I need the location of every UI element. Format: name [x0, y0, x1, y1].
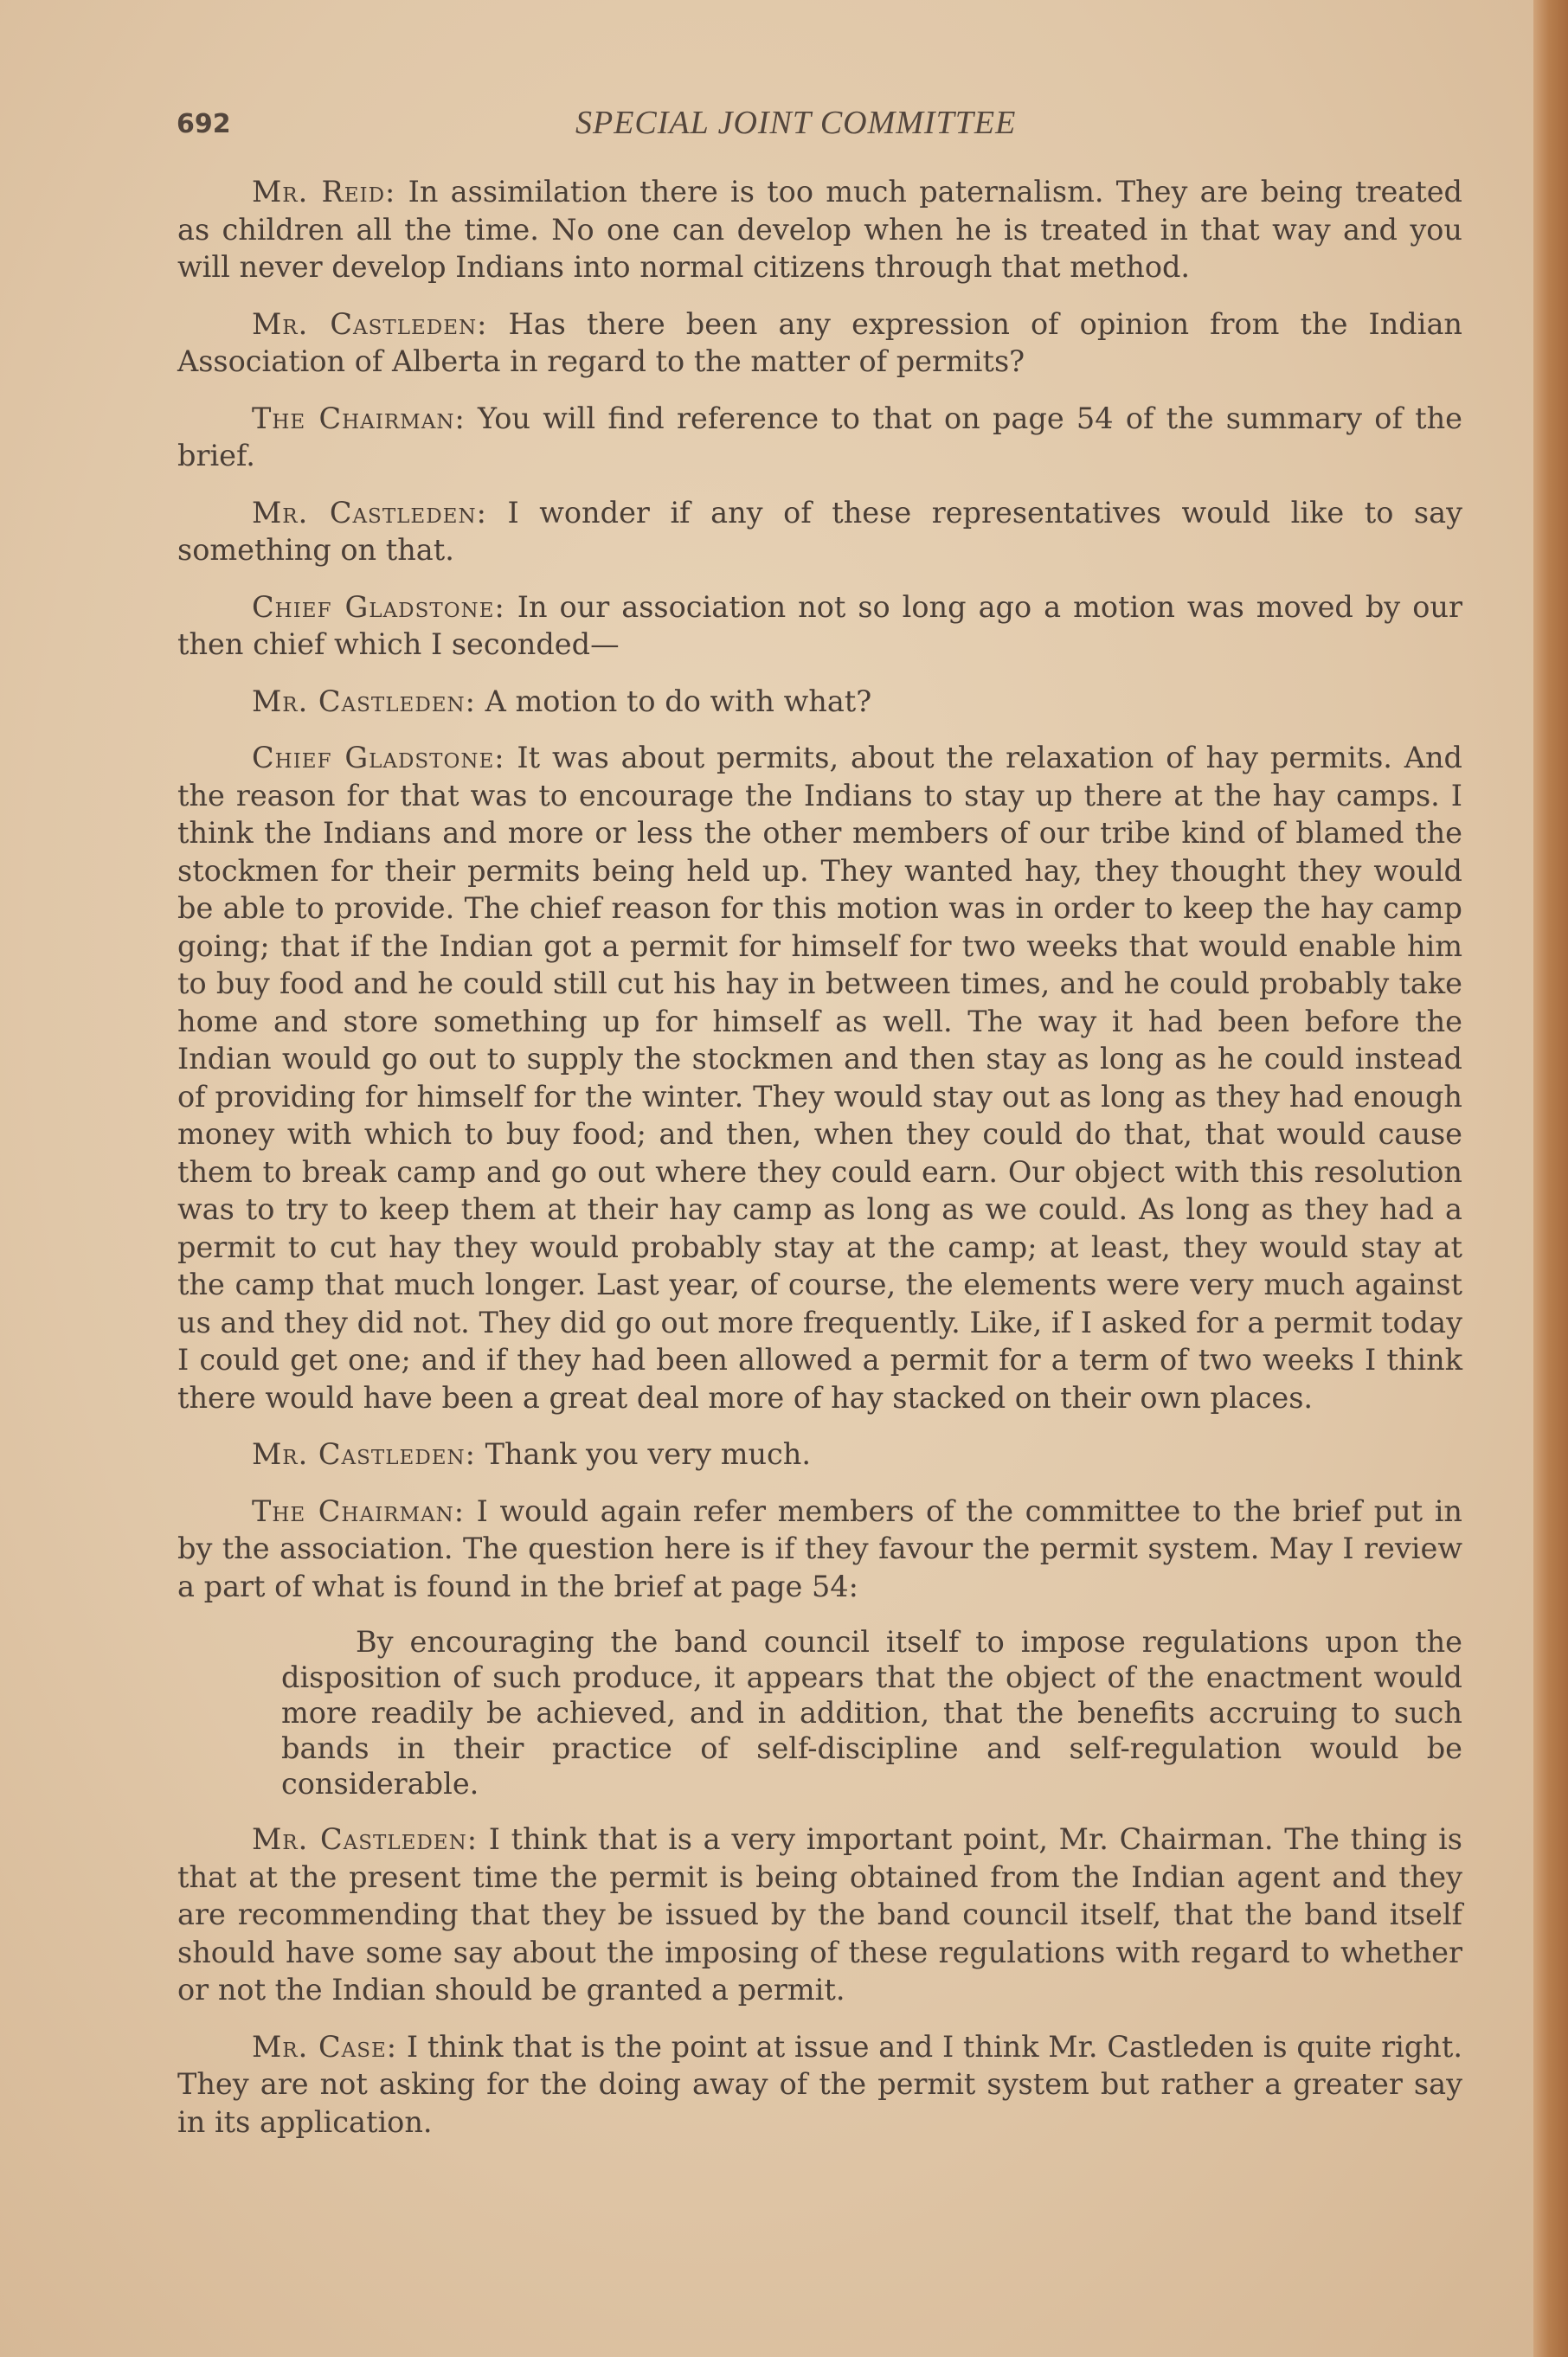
speaker-name: Mr. Castleden:	[252, 684, 476, 718]
paragraph-text: A motion to do with what?	[485, 684, 872, 718]
paragraph	[177, 400, 1462, 475]
paragraph	[177, 1493, 1462, 1606]
paragraph-text: Has there been any expression of opinion from the Indian Association of Alberta in regard to the matter of permits?	[177, 306, 1462, 378]
speaker-name: Mr. Castleden:	[252, 495, 487, 530]
speaker-name: The Chairman:	[252, 1493, 466, 1528]
speaker-name: Mr. Castleden:	[252, 306, 488, 341]
paragraph-text: Thank you very much.	[485, 1437, 812, 1471]
speaker-name: Chief Gladstone:	[252, 741, 505, 774]
running-head: SPECIAL JOINT COMMITTEE	[575, 105, 1017, 141]
block-quote: By encouraging the band council itself to impose regulations upon the disposition of such produce, it appears that the object of the enactment would more readily be achieved, and in addition, that the benefits accruing to such bands in their practice of self-discipline and self-regulation would be considerable.	[281, 1625, 1462, 1801]
paragraph-text: In our association not so long ago a motion was moved by our then chief which I seconded—	[177, 589, 1462, 661]
paragraph-text: In assimilation there is too much paternalism. They are being treated as children all the time. No one can develop when he is treated in that way and you will never develop Indians into normal citizens through that method.	[177, 175, 1462, 284]
paragraph-text: It was about permits, about the relaxation of hay permits. And the reason for that was to encourage the Indians to stay up there at the hay camps. I think the Indians and more or less the other members of our tribe kind of blamed the stockmen for their permits being held up. They wanted hay, they thought they would be able to provide. The chief reason for this motion was in order to keep the hay camp going; that if the Indian got a permit for himself for two weeks that would enable him to buy food and he could still cut his hay in between times, and he could probably take home and store something up for himself as well. The way it had been before the Indian would go out to supply the stockmen and then stay as long as he could instead of providing for himself for the winter. They would stay out as long as they had enough money with which to buy food; and then, when they could do that, that would cause them to break camp and go out where they could earn. Our object with this resolution was to try to keep them at their hay camp as long as we could. As long as they had a permit to cut hay they would probably stay at the camp; at least, they would stay at the camp that much longer. Last year, of course, the elements were very much against us and they did not. They did go out more frequently. Like, if I asked for a permit today I could get one; and if they had been allowed a permit for a term of two weeks I think there would have been a great deal more of hay stacked on their own places.	[177, 741, 1462, 1415]
paragraph	[177, 588, 1462, 664]
paragraph	[177, 173, 1462, 286]
speaker-name: Mr. Castleden:	[252, 1822, 478, 1856]
paragraph	[177, 1435, 1462, 1474]
paragraph-text: I would again refer members of the committee to the brief put in by the association. The question here is if they favour the permit system. May I review a part of what is found in the brief at page 54:	[177, 1493, 1462, 1603]
paragraph	[177, 494, 1462, 569]
paragraph-text: I think that is a very important point, Mr. Chairman. The thing is that at the present time the permit is being obtained from the Indian agent and they are recommending that they be issued by the band council itself, that the band itself should have some say about the imposing of these regulations with regard to whether or not the Indian should be granted a permit.	[177, 1822, 1462, 2007]
paragraph	[177, 305, 1462, 381]
paragraph	[177, 739, 1462, 1416]
page-number: 692	[177, 109, 231, 139]
paragraph-text: You will find reference to that on page 54 of the summary of the brief.	[177, 401, 1462, 472]
page-header	[0, 100, 1568, 152]
speaker-name: The Chairman:	[252, 401, 466, 435]
page-body	[177, 173, 1462, 2160]
paragraph	[177, 683, 1462, 721]
paragraph	[177, 2028, 1462, 2142]
speaker-name: Mr. Reid:	[252, 175, 396, 209]
speaker-name: Chief Gladstone:	[252, 589, 505, 624]
speaker-name: Mr. Castleden:	[252, 1437, 476, 1471]
page-edge	[1533, 0, 1568, 2357]
paragraph-text: I think that is the point at issue and I think Mr. Castleden is quite right. They are not asking for the doing away of the permit system but rather a greater say in its application.	[177, 2029, 1462, 2139]
paragraph	[177, 1821, 1462, 2009]
speaker-name: Mr. Case:	[252, 2029, 398, 2064]
paragraph-text: I wonder if any of these representatives would like to say something on that.	[177, 495, 1463, 567]
